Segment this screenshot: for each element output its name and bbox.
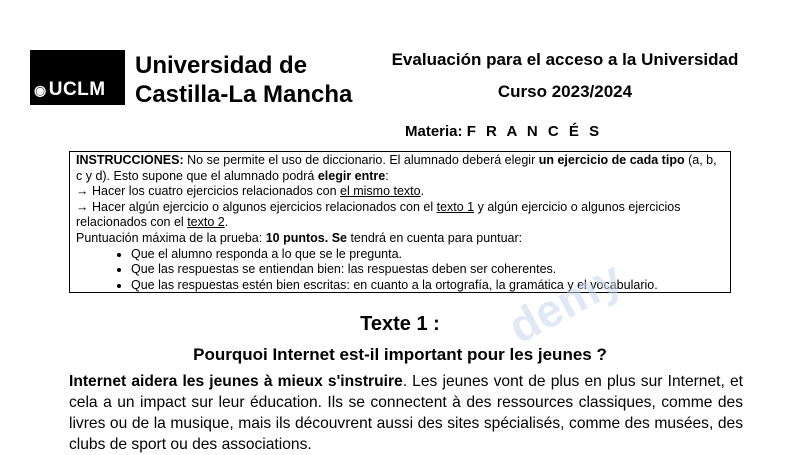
watermark: demy <box>499 250 631 354</box>
option2-end: . <box>224 215 229 230</box>
option-mixed-texts <box>76 200 724 231</box>
paragraph-body: . Les jeunes vont de plus en plus sur Internet, et cela a un impact sur leur éducation. Ils se connectent à des ressources classiques, comme des livres ou de la musique, mais ils découvrent aussi des sites spécialisés, comme des musées, des clubs de sport ou des associations. <box>69 373 743 453</box>
score-se: Se <box>328 230 347 245</box>
instructions-text1: No se permite el uso de diccionario. El alumnado deberá elegir <box>183 153 539 167</box>
option1-underline: el mismo texto <box>340 184 421 199</box>
option2-texto2: texto 2 <box>187 215 225 230</box>
option1-end: . <box>420 184 425 199</box>
criteria-item: • Que el alumno responda a lo que se le pregunta. <box>131 247 724 263</box>
paragraph-lead: Internet aidera les jeunes à mieux s'instruire <box>69 373 403 390</box>
criteria-item: • Que las respuestas se entiendan bien: las respuestas deben ser coherentes. <box>131 262 724 278</box>
instructions-para1 <box>76 153 724 184</box>
uclm-logo <box>30 50 125 105</box>
text-title: Texte 1 : <box>360 313 440 335</box>
logo-wordmark <box>34 79 106 101</box>
option1-text: → Hacer los cuatro ejercicios relacionados con <box>76 184 341 199</box>
score-points: 10 puntos. <box>265 230 329 245</box>
university-line1: Universidad de <box>135 52 308 79</box>
instructions-box <box>69 151 731 293</box>
score-text: Puntuación máxima de la prueba: <box>76 230 266 245</box>
text-subtitle: Pourquoi Internet est-il important pour les jeunes ? <box>193 345 607 364</box>
instructions-emphasis2: elegir entre <box>317 168 386 183</box>
option2-texto1: texto 1 <box>436 199 475 214</box>
instructions-label: INSTRUCCIONES: <box>76 153 184 167</box>
subject-label: Materia: <box>405 123 463 140</box>
criteria-item: • Que las respuestas estén bien escritas: en cuanto a la ortografía, la gramática y el vocabulario. <box>131 278 724 294</box>
wifi-icon: ◉ <box>34 81 47 98</box>
score-end: tendrá en cuenta para puntuar: <box>346 230 523 245</box>
subject-line <box>405 123 602 140</box>
logo-text: UCLM <box>48 79 106 100</box>
exam-year: Curso 2023/2024 <box>497 82 633 101</box>
option2-mid: y algún ejercicio o algunos ejercicios relacionados con el <box>76 199 681 230</box>
subject-value: F R A N C É S <box>466 123 603 140</box>
text-paragraph <box>69 371 743 455</box>
instructions-text2: (a, b, c y d). Esto supone que el alumnado podrá <box>76 153 717 183</box>
option2-text: → Hacer algún ejercicio o algunos ejercicios relacionados con el <box>76 199 437 214</box>
instructions-colon: : <box>385 168 389 183</box>
instructions-emphasis1: un ejercicio de cada tipo <box>538 153 685 167</box>
score-line <box>76 231 724 247</box>
exam-title: Evaluación para el acceso a la Universidad <box>391 50 739 69</box>
criteria-list <box>76 247 724 294</box>
option-same-text <box>76 184 724 200</box>
university-line2: Castilla-La Mancha <box>135 81 353 108</box>
university-name <box>135 51 352 109</box>
